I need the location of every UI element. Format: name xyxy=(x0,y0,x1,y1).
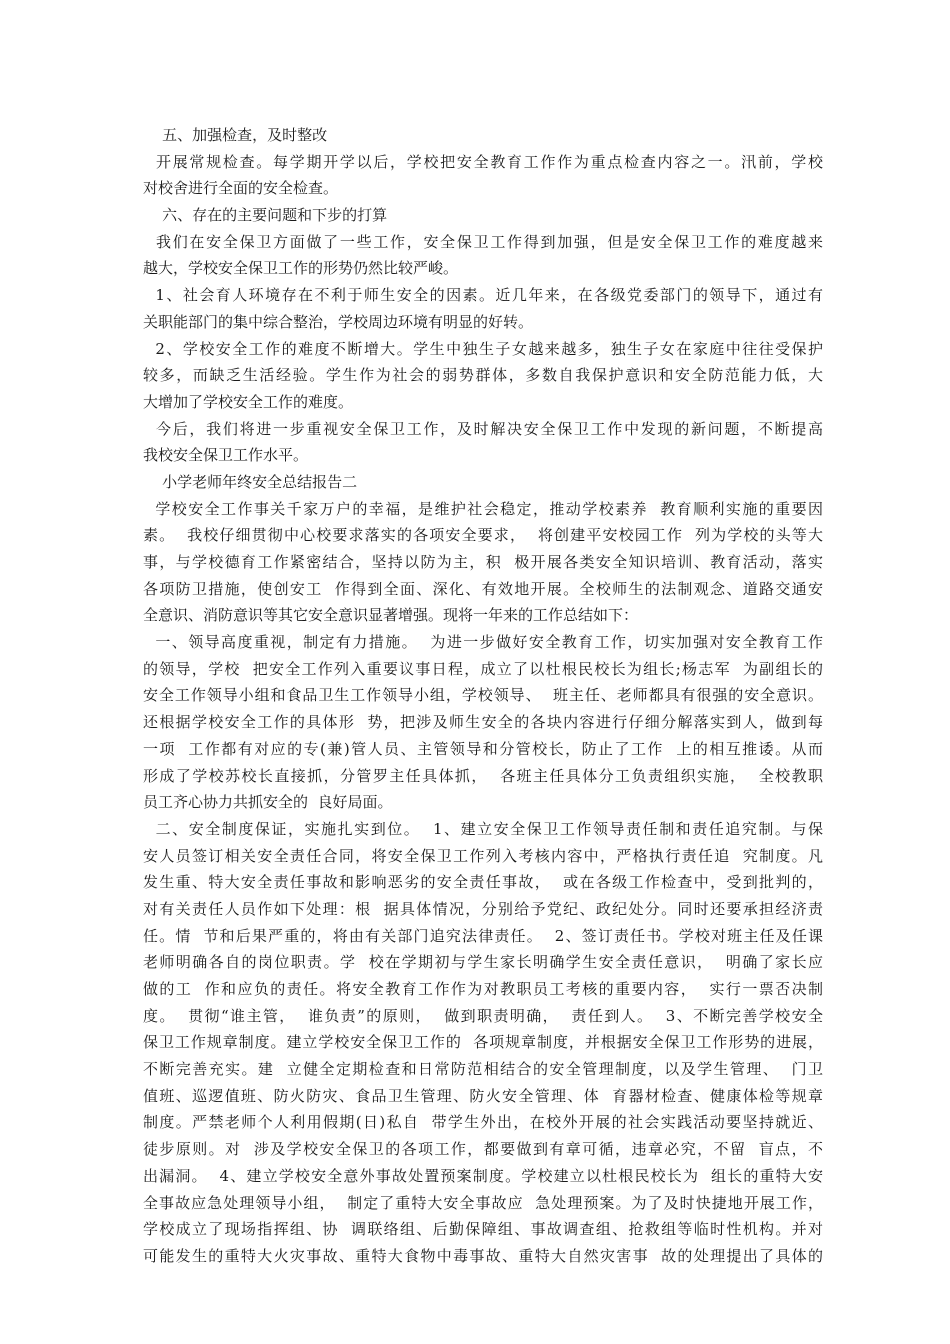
text-line: 度。 贯彻“谁主管， 谁负责”的原则， 做到职责明确， 责任到人。 3、不断完善学校安全 xyxy=(143,1006,823,1025)
text-line: 形成了学校苏校长直接抓，分管罗主任具体抓， 各班主任具体分工负责组织实施， 全校教职 xyxy=(143,766,823,785)
text-line: 对有关责任人员作如下处理：根 据具体情况，分别给予党纪、政纪处分。同时还要承担经济责 xyxy=(143,899,823,918)
text-line: 安全工作领导小组和食品卫生工作领导小组，学校领导、 班主任、老师都具有很强的安全意识。 xyxy=(143,686,823,705)
text-line: 可能发生的重特大火灾事故、重特大食物中毒事故、重特大自然灾害事 故的处理提出了具体的 xyxy=(143,1246,823,1265)
text-line: 今后，我们将进一步重视安全保卫工作，及时解决安全保卫工作中发现的新问题，不断提高 xyxy=(143,419,823,438)
text-line: 出漏洞。 4、建立学校安全意外事故处置预案制度。学校建立以杜根民校长为 组长的重特大安 xyxy=(143,1166,823,1185)
text-line: 一、领导高度重视，制定有力措施。 为进一步做好安全教育工作，切实加强对安全教育工作 xyxy=(143,633,823,652)
text-line: 学校成立了现场指挥组、协 调联络组、后勤保障组、事故调查组、抢救组等临时性机构。并对 xyxy=(143,1220,823,1239)
text-line: 任。情 节和后果严重的，将由有关部门追究法律责任。 2、签订责任书。学校对班主任及任课 xyxy=(143,926,823,945)
text-line: 大增加了学校安全工作的难度。 xyxy=(143,392,354,411)
text-line: 小学老师年终安全总结报告二 xyxy=(143,472,358,491)
text-line: 事，与学校德育工作紧密结合，坚持以防为主，积 极开展各类安全知识培训、教育活动，落实 xyxy=(143,553,823,571)
text-line: 的领导，学校 把安全工作列入重要议事日程，成立了以杜根民校长为组长;杨志军 为副组长的 xyxy=(143,659,823,678)
text-line: 员工齐心协力共抓安全的 良好局面。 xyxy=(143,793,393,812)
text-line: 值班、巡逻值班、防火防灾、食品卫生管理、防火安全管理、体 育器材检查、健康体检等规章 xyxy=(143,1086,823,1105)
text-line: 二、安全制度保证，实施扎实到位。 1、建立安全保卫工作领导责任制和责任追究制。与保 xyxy=(143,819,823,838)
text-line: 素。 我校仔细贯彻中心校要求落实的各项安全要求， 将创建平安校园工作 列为学校的头等大 xyxy=(143,526,823,545)
text-line: 一项 工作都有对应的专(兼)管人员、主管领导和分管校长，防止了工作 上的相互推诿。从而 xyxy=(143,739,823,758)
document-body xyxy=(143,122,823,1270)
text-line: 较多，而缺乏生活经验。学生作为社会的弱势群体，多数自我保护意识和安全防范能力低，大 xyxy=(143,366,823,385)
text-line: 我们在安全保卫方面做了一些工作，安全保卫工作得到加强，但是安全保卫工作的难度越来 xyxy=(143,232,823,251)
text-line: 六、存在的主要问题和下步的打算 xyxy=(143,206,388,225)
text-line: 还根据学校安全工作的具体形 势，把涉及师生安全的各块内容进行仔细分解落实到人，做到每 xyxy=(143,713,823,732)
text-line: 制度。严禁老师个人利用假期(日)私自 带学生外出，在校外开展的社会实践活动要坚持就近、 xyxy=(143,1113,823,1132)
text-line: 开展常规检查。每学期开学以后，学校把安全教育工作作为重点检查内容之一。汛前，学校 xyxy=(143,152,823,171)
text-line: 关职能部门的集中综合整治，学校周边环境有明显的好转。 xyxy=(143,312,534,331)
text-line: 五、加强检查，及时整改 xyxy=(143,126,328,144)
text-line: 安人员签订相关安全责任合同，将安全保卫工作列入考核内容中，严格执行责任追 究制度。凡 xyxy=(143,846,823,865)
text-line: 学校安全工作事关千家万户的幸福，是维护社会稳定，推动学校素养 教育顺利实施的重要因 xyxy=(143,499,823,518)
text-line: 2、学校安全工作的难度不断增大。学生中独生子女越来越多，独生子女在家庭中往往受保护 xyxy=(143,339,823,358)
text-line: 越大，学校安全保卫工作的形势仍然比较严峻。 xyxy=(143,259,459,278)
text-line: 对校舍进行全面的安全检查。 xyxy=(143,179,339,198)
text-line: 全意识、消防意识等其它安全意识显著增强。现将一年来的工作总结如下： xyxy=(143,606,639,625)
text-line: 全事故应急处理领导小组， 制定了重特大安全事故应 急处理预案。为了及时快捷地开展工作， xyxy=(143,1193,823,1212)
text-line: 保卫工作规章制度。建立学校安全保卫工作的 各项规章制度，并根据安全保卫工作形势的进展， xyxy=(143,1033,823,1052)
text-line: 不断完善充实。建 立健全定期检查和日常防范相结合的安全管理制度，以及学生管理、 门卫 xyxy=(143,1060,823,1079)
text-line: 老师明确各自的岗位职责。学 校在学期初与学生家长明确学生安全责任意识， 明确了家长应 xyxy=(143,953,823,972)
text-line: 发生重、特大安全责任事故和影响恶劣的安全责任事故， 或在各级工作检查中，受到批判的， xyxy=(143,873,823,892)
text-line: 徒步原则。对 涉及学校安全保卫的各项工作，都要做到有章可循，违章必究，不留 盲点，不 xyxy=(143,1140,823,1159)
text-line: 1、社会育人环境存在不利于师生安全的因素。近几年来，在各级党委部门的领导下，通过有 xyxy=(143,286,823,305)
text-line: 各项防卫措施，使创安工 作得到全面、深化、有效地开展。全校师生的法制观念、道路交通安 xyxy=(143,579,823,598)
text-line: 做的工 作和应负的责任。将安全教育工作作为对教职员工考核的重要内容， 实行一票否决制 xyxy=(143,980,823,998)
text-line: 我校安全保卫工作水平。 xyxy=(143,446,309,465)
